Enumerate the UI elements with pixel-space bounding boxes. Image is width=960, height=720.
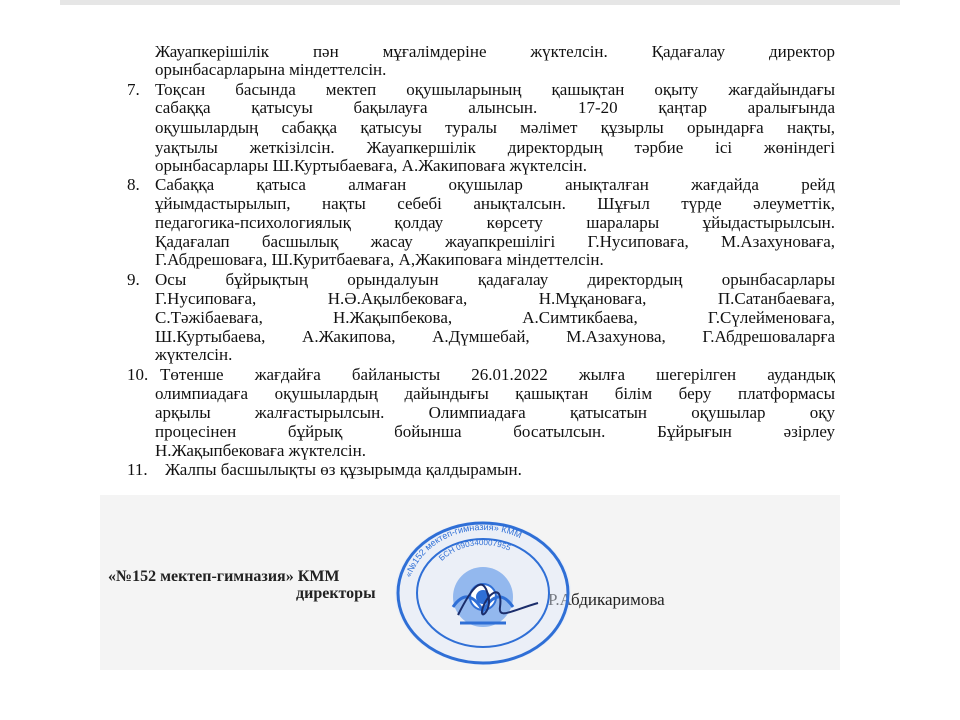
- text-line: арқылы жалғастырылсын. Олимпиадаға қатысатын оқушылар оқу: [155, 403, 835, 422]
- text-line: Г.Нусиповаға, Н.Ә.Ақылбековаға, Н.Мұқановаға, П.Сатанбаеваға,: [155, 289, 835, 308]
- stamp-id-text: БСН 090340007955: [437, 537, 513, 563]
- text-line: оқушылардың сабаққа қатысуы туралы мәлімет құзырлы орындарға нақты,: [155, 118, 835, 137]
- text-line: Тоқсан басында мектеп оқушыларының қашықтан оқыту жағдайындағы: [155, 80, 835, 99]
- item-number-7: 7.: [127, 80, 140, 99]
- text-line: олимпиадаға оқушылардың дайындығы қашықтан білім беру платформасы: [155, 384, 835, 403]
- text-line: Жалпы басшылықты өз құзырымда қалдырамын.: [165, 460, 522, 479]
- stamp-emblem-icon: [453, 567, 513, 627]
- text-line: орынбасарлары Ш.Куртыбаеваға, А.Жакиповаға жүктелсін.: [155, 156, 587, 175]
- item-number-9: 9.: [127, 270, 140, 289]
- official-stamp: [388, 515, 578, 665]
- item-number-11: 11.: [127, 460, 148, 479]
- text-line: Сабаққа қатыса алмаған оқушылар анықталған жағдайда рейд: [155, 175, 835, 194]
- text-line: уақтылы жеткізілсін. Жауапкершілік директордың тәрбие ісі жөніндегі: [155, 138, 835, 157]
- text-line: Жауапкерішілік пән мұғалімдеріне жүктелсін. Қадағалау директор: [155, 42, 835, 61]
- item-number-8: 8.: [127, 175, 140, 194]
- text-line: процесінен бұйрық бойынша босатылсын. Бұйрығын әзірлеу: [155, 422, 835, 441]
- text-line: жүктелсін.: [155, 345, 233, 364]
- director-title: директоры: [296, 585, 376, 602]
- text-line: педагогика-психологиялық қолдау көрсету шаралары ұйыдастырылсын.: [155, 213, 835, 232]
- text-line: Ш.Куртыбаева, А.Жакипова, А.Дүмшебай, М.Азахунова, Г.Абдрешоваларға: [155, 327, 835, 346]
- text-line: орынбасарларына міндеттелсін.: [155, 60, 387, 79]
- text-line: Осы бұйрықтың орындалуын қадағалау директордың орынбасарлары: [155, 270, 835, 289]
- text-line: Н.Жақыпбековаға жүктелсін.: [155, 441, 366, 460]
- stamp-org-text: «№152 мектеп-гимназия» КММ: [403, 521, 524, 579]
- item-number-10: 10.: [127, 365, 149, 384]
- text-line: сабаққа қатысуы бақылауға алынсын. 17-20 қаңтар аралығында: [155, 98, 835, 117]
- text-line: ұйымдастырылып, нақты себебі анықталсын. Шұғыл түрде әлеуметтік,: [155, 194, 835, 213]
- director-name: Р.Абдикаримова: [548, 590, 665, 609]
- org-name: «№152 мектеп-гимназия» КММ: [108, 568, 340, 585]
- text-line: Қадағалап басшылық жасау жауапкрешілігі Г.Нусиповаға, М.Азахуноваға,: [155, 232, 835, 251]
- text-line: Г.Абдрешоваға, Ш.Куритбаеваға, А,Жакиповаға міндеттелсін.: [155, 250, 604, 269]
- text-line: С.Тәжібаеваға, Н.Жақыпбекова, А.Симтикбаева, Г.Сүлейменоваға,: [155, 308, 835, 327]
- text-line: Төтенше жағдайға байланысты 26.01.2022 жылға шегерілген аудандық: [160, 365, 835, 384]
